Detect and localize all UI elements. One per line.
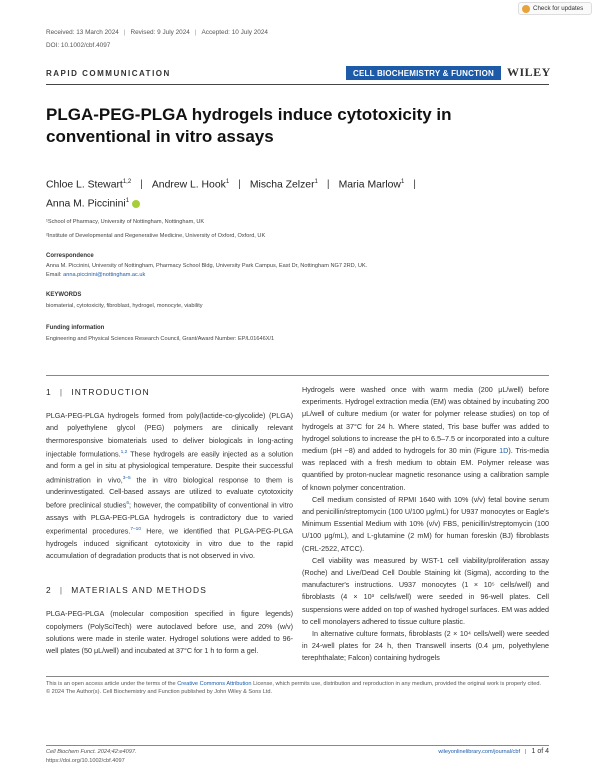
section-heading-methods	[46, 584, 293, 596]
affiliation-2: ²Institute of Developmental and Regenerative Medicine, University of Oxford, Oxford, UK	[46, 233, 266, 239]
separator: |	[123, 29, 126, 36]
revised-date: Revised: 9 July 2024	[130, 29, 190, 36]
accepted-date: Accepted: 10 July 2024	[201, 29, 268, 36]
text-run: License, which permits use, distribution and reproduction in any medium, provided the original work is properly cited.	[251, 681, 541, 687]
author-name[interactable]: Anna M. Piccinini	[46, 198, 126, 210]
orcid-icon[interactable]	[132, 200, 140, 208]
separator: |	[238, 179, 241, 191]
methods-paragraph: In alternative culture formats, fibroblasts (2 × 10⁴ cells/well) were seeded in 24-well plates for 24 h, then Transwell inserts (0.4 μm, polyethylene terephthalate; Falcon) containing hydrogels	[302, 629, 549, 663]
text-run: ). Tris-media was replaced with a fresh medium to obtain EM. Polymer release was quantified by proton-nuclear magnetic resonance using a calibration sample of known polymer concentration.	[302, 446, 549, 492]
spacer	[46, 562, 293, 582]
intro-paragraph	[46, 410, 293, 562]
author-name[interactable]: Andrew L. Hook	[151, 179, 226, 191]
text-run: Hydrogels were washed once with warm media (200 μL/well) before experiments. Hydrogel extraction media (EM) was obtained by incubating 200 μL/well of culture medium (or water for polymer release studies) on top of hydrogels at 37°C for 24 h. Where stated, Tris base buffer was added to hydrogel solutions to increase the pH to 6.5–7.5 or incorporated into a culture medium (pH ~8) and added to hydrogels for 30 min (Figure	[302, 385, 549, 456]
citation-link[interactable]: 7–10	[130, 527, 142, 533]
separator: |	[525, 749, 527, 755]
footer-divider	[46, 676, 549, 677]
section-number: 2	[46, 585, 52, 596]
column-right	[302, 384, 549, 665]
figure-link[interactable]: 1D	[499, 446, 509, 456]
journal-logo[interactable]: CELL BIOCHEMISTRY & FUNCTION	[346, 66, 501, 80]
footer-citation	[46, 748, 137, 766]
author-affiliation-marker: 1,2	[122, 179, 132, 185]
separator: |	[59, 387, 64, 397]
methods-paragraph: PLGA-PEG-PLGA (molecular composition specified in figure legends) copolymers (PolySciTech) were autoclaved before use, and 20% (w/v) solutions were made in sterile water. Hydrogel solutions were added to 96-well plates (50 μL/well) and incubated at 37°C for 1 h to form a gel.	[46, 609, 293, 656]
text-run: This is an open access article under the terms of the	[46, 681, 178, 687]
text-run: Here, we identified that PLGA-PEG-PLGA hydrogels induced significant cytotoxicity in vitro due to the rapid accumulation of degradation products that is not observed in vivo.	[46, 526, 293, 560]
methods-paragraph: Cell medium consisted of RPMI 1640 with 10% (v/v) fetal bovine serum and penicillin/streptomycin (100 U/100 μg/mL) for U937 monocytes or Eagle's Minimum Essential Medium with 10% (v/v) FBS, penicillin/streptomycin (100 U/100 μg/mL), and L-glutamine (2 mM) for human foreskin (BJ) fibroblasts (CRL-2522, ATCC).	[302, 494, 549, 553]
separator: |	[326, 179, 330, 191]
affiliation-1: ¹School of Pharmacy, University of Nottingham, Nottingham, UK	[46, 219, 205, 225]
funding-label: Funding information	[46, 325, 105, 331]
correspondence-text: Anna M. Piccinini, University of Nottingham, Pharmacy School Bldg, University Park Campus, East Dr, Nottingham NG7 2RD, UK.	[46, 263, 368, 269]
author-list	[46, 174, 546, 213]
license-link[interactable]: Creative Commons Attribution	[177, 681, 252, 687]
article-type: RAPID COMMUNICATION	[46, 69, 171, 78]
text-run: PLGA-PEG-PLGA hydrogels formed from poly(lactide-co-glycolide) (PLGA) and polyethylene glycol (PEG) polymers are clinically relevant thermoresponsive biomaterials used to deliver biologicals in long-acting injectable formulations.	[46, 411, 293, 459]
author-affiliation-marker: 1	[225, 179, 230, 185]
email-label: Email:	[46, 272, 62, 278]
footer-divider	[46, 745, 549, 746]
update-badge-icon	[522, 5, 530, 13]
column-left	[46, 384, 293, 657]
author-affiliation-marker: 1	[125, 198, 130, 205]
separator: |	[413, 179, 416, 191]
publisher-logo[interactable]: WILEY	[507, 65, 551, 79]
section-number: 1	[46, 387, 52, 397]
header-divider	[46, 84, 549, 85]
license-text	[46, 680, 549, 688]
section-title: MATERIALS AND METHODS	[71, 585, 208, 596]
citation-link[interactable]: 3–5	[122, 475, 131, 481]
email-link[interactable]: anna.piccinini@nottingham.ac.uk	[63, 272, 146, 278]
author-name[interactable]: Mischa Zelzer	[249, 179, 315, 191]
citation-link[interactable]: 1,2	[120, 449, 128, 455]
section-title: INTRODUCTION	[71, 387, 150, 397]
separator: |	[59, 585, 64, 596]
license-notice	[46, 680, 549, 697]
author-affiliation-marker: 1	[400, 179, 405, 185]
received-date: Received: 13 March 2024	[46, 29, 119, 36]
footer-right	[400, 748, 549, 755]
doi-link[interactable]: https://doi.org/10.1002/cbf.4097	[46, 758, 125, 764]
citation-link[interactable]: 6	[126, 501, 129, 507]
correspondence-email	[46, 271, 546, 279]
article-dates	[46, 29, 268, 36]
section-heading-introduction	[46, 386, 293, 398]
page-number: 1 of 4	[531, 748, 549, 755]
journal-site-link[interactable]: wileyonlinelibrary.com/journal/cbf	[438, 749, 521, 755]
article-title: PLGA-PEG-PLGA hydrogels induce cytotoxicity in conventional in vitro assays	[46, 105, 452, 146]
check-for-updates-button[interactable]	[518, 2, 592, 15]
text-run: ; however, the compatibility of conventional in vitro assays with PLGA-PEG-PLGA hydrogels is contradictory due to varied experimental procedures.	[46, 500, 293, 536]
funding-text: Engineering and Physical Sciences Research Council, Grant/Award Number: EP/L01646X/1	[46, 336, 275, 342]
correspondence-label: Correspondence	[46, 253, 94, 259]
article-doi[interactable]: DOI: 10.1002/cbf.4097	[46, 42, 111, 49]
keywords-label: KEYWORDS	[46, 292, 82, 298]
separator: |	[194, 29, 197, 36]
separator: |	[140, 179, 143, 191]
section-divider	[46, 375, 549, 376]
methods-paragraph	[302, 384, 549, 494]
keywords-text: biomaterial, cytotoxicity, fibroblast, hydrogel, monocyte, viability	[46, 303, 203, 309]
author-affiliation-marker: 1	[314, 179, 318, 185]
author-name[interactable]: Chloe L. Stewart	[46, 179, 123, 191]
copyright-notice: © 2024 The Author(s). Cell Biochemistry and Function published by John Wiley & Sons Ltd.	[46, 689, 273, 696]
text-run: These hydrogels are easily injected as a solution and form a gel in situ at physiological temperature. Despite their successful administration in vivo,	[46, 449, 294, 484]
author-name[interactable]: Maria Marlow	[338, 179, 401, 191]
methods-paragraph: Cell viability was measured by WST-1 cell viability/proliferation assay (Roche) and Live/Dead Cell Double Staining kit (Sigma), according to the manufacturer's instructions. U937 monocytes (1 × 10⁵ cells/well) and fibroblasts (4 × 10³ cells/well) were seeded in 96-well plates. Cell suspensions were added on top of washed hydrogel surfaces. EM was added to cell monolayers adhered to tissue culture plastic.	[302, 555, 549, 626]
citation-text: Cell Biochem Funct. 2024;42:e4097.	[46, 749, 137, 755]
check-for-updates-label: Check for updates	[533, 5, 584, 12]
text-run: the in vitro biological response to them is underinvestigated. Cell-based assays are utilized to evaluate cytotoxicity before preclinical studies	[46, 475, 293, 510]
